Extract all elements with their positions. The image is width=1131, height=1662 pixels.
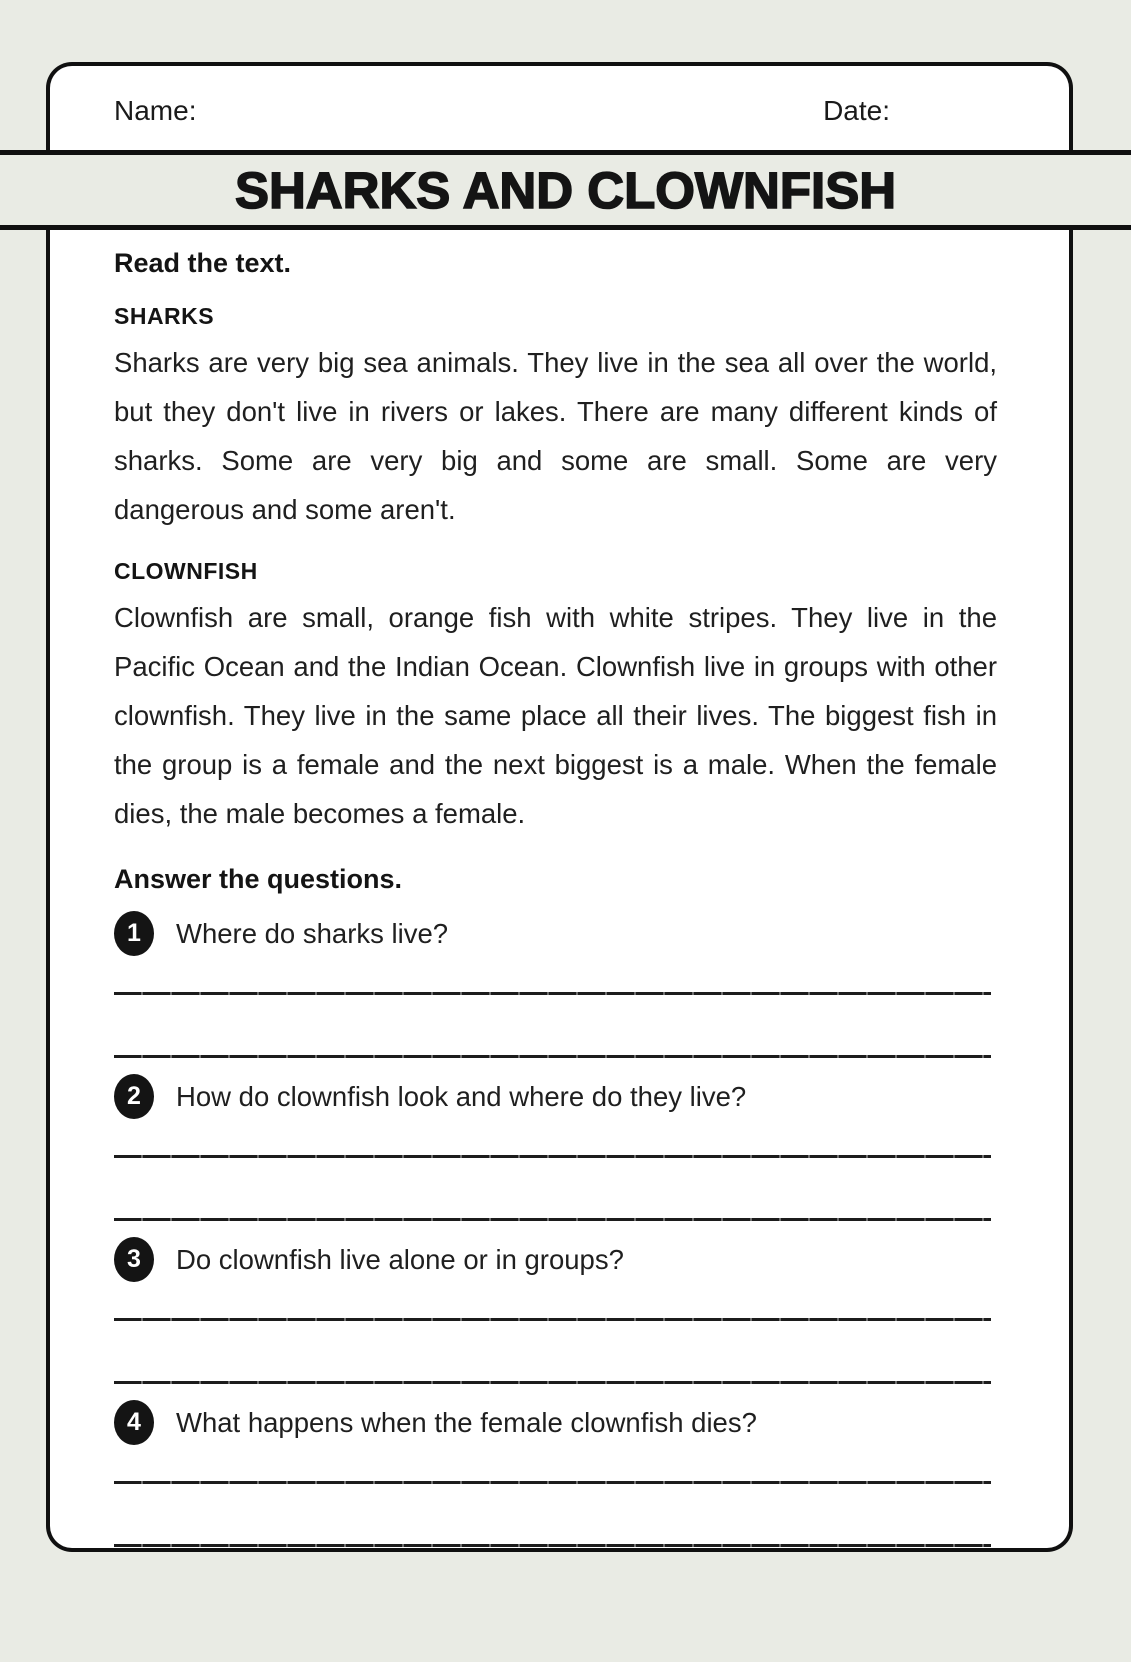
question-1-text: Where do sharks live?	[176, 917, 449, 949]
answer-instruction: Answer the questions.	[114, 864, 403, 894]
passage-heading-clownfish: CLOWNFISH	[114, 558, 258, 584]
answer-line-q2-a[interactable]	[114, 1155, 991, 1158]
question-2-number-badge: 2	[114, 1074, 154, 1119]
page-title: SHARKS AND CLOWNFISH	[234, 161, 897, 219]
answer-line-q3-b[interactable]	[114, 1381, 991, 1384]
answer-line-q3-a[interactable]	[114, 1318, 991, 1321]
question-1-number-badge: 1	[114, 911, 154, 956]
question-3-text: Do clownfish live alone or in groups?	[176, 1243, 624, 1275]
name-label: Name:	[114, 95, 197, 126]
answer-line-q2-b[interactable]	[114, 1218, 991, 1221]
worksheet-card	[46, 230, 1073, 1552]
answer-line-q4-b[interactable]	[114, 1544, 991, 1547]
question-2-text: How do clownfish look and where do they live?	[176, 1080, 747, 1112]
question-4-text: What happens when the female clownfish dies?	[176, 1406, 757, 1438]
question-3	[114, 1237, 997, 1282]
date-label: Date:	[823, 95, 890, 126]
question-1	[114, 911, 997, 956]
answer-line-q4-a[interactable]	[114, 1481, 991, 1484]
passage-text-clownfish: Clownfish are small, orange fish with white stripes. They live in the Pacific Ocean and the Indian Ocean. Clownfish live in groups with other clownfish. They live in the same place all their lives. The biggest fish in the group is a female and the next biggest is a male. When the female dies, the male becomes a female.	[114, 602, 997, 829]
date-input-area[interactable]	[890, 72, 1005, 150]
passage-heading-sharks: SHARKS	[114, 303, 215, 329]
question-3-number-badge: 3	[114, 1237, 154, 1282]
question-4	[114, 1400, 997, 1445]
answer-line-q1-b[interactable]	[114, 1055, 991, 1058]
question-4-number-badge: 4	[114, 1400, 154, 1445]
answer-line-q1-a[interactable]	[114, 992, 991, 995]
worksheet-page	[0, 62, 1131, 1552]
passage-text-sharks: Sharks are very big sea animals. They live in the sea all over the world, but they don't live in rivers or lakes. There are many different kinds of sharks. Some are very big and some are small. Some are very dangerous and some aren't.	[114, 347, 997, 525]
name-date-box	[46, 62, 1073, 150]
name-input-area[interactable]	[196, 72, 823, 150]
question-2	[114, 1074, 997, 1119]
title-band	[0, 150, 1131, 230]
read-instruction: Read the text.	[114, 248, 292, 278]
